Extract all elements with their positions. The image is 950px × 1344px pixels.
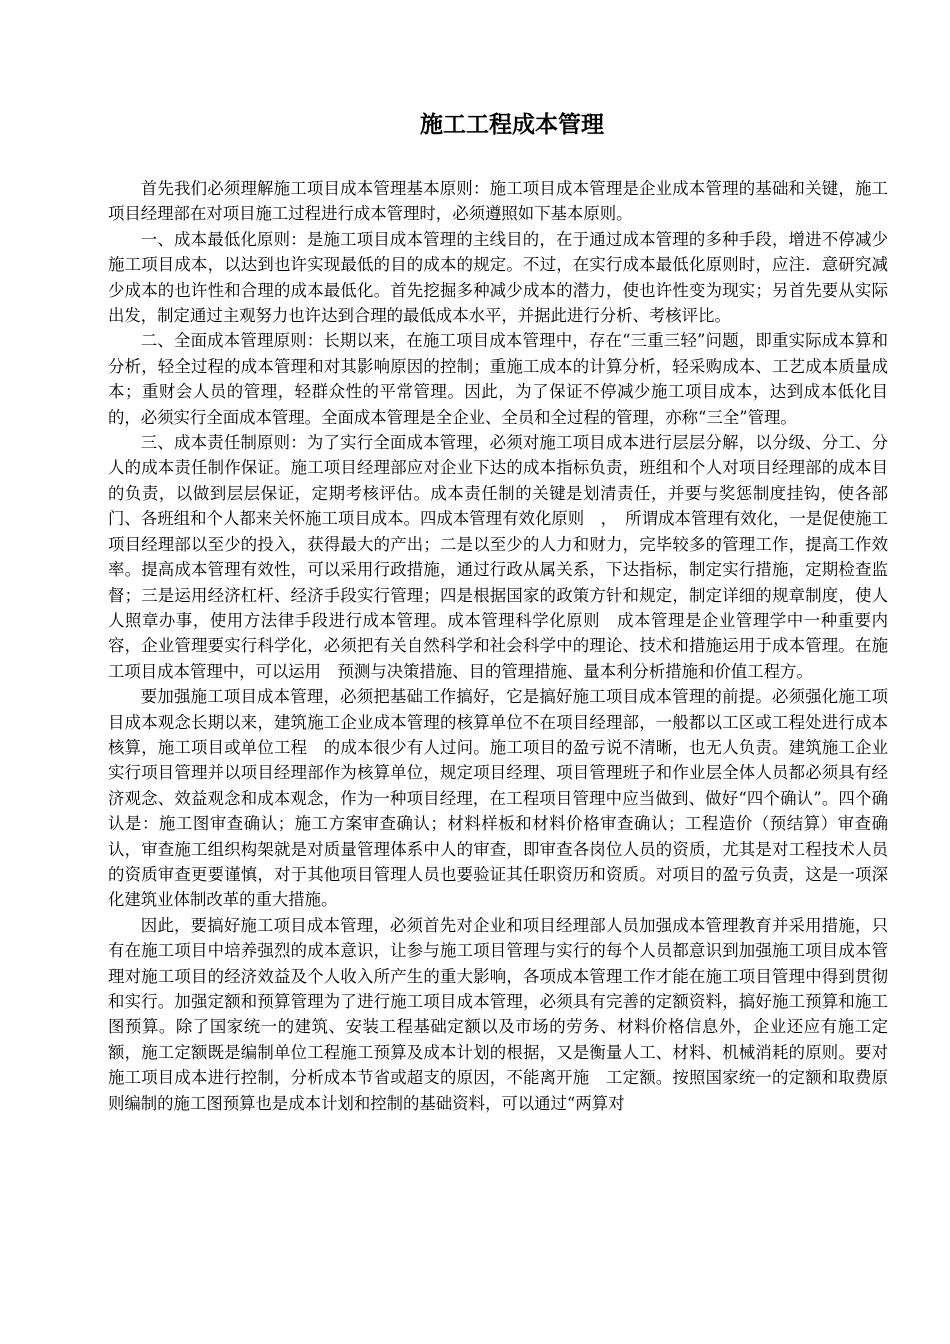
paragraph-principle-comprehensive: 二、全面成本管理原则：长期以来，在施工项目成本管理中，存在“三重三轻”问题，即重实际成本算和分析，轻全过程的成本管理和对其影响原因的控制；重施工成本的计算分析，轻采购成本、工艺成本质量成本；重财会人员的管理，轻群众性的平常管理。因此，为了保证不停减少施工项目成本，达到成本低化目的，必须实行全面成本管理。全面成本管理是全企业、全员和全过程的管理，亦称“三全”管理。 [108,331,888,427]
paragraph-basic-work: 要加强施工项目成本管理，必须把基础工作搞好，它是搞好施工项目成本管理的前提。必须强化施工项目成本观念长期以来，建筑施工企业成本管理的核算单位不在项目经理部，一般都以工区或工程处进行成本核算，施工项目或单位工程 的成本很少有人过问。施工项目的盈亏说不清晰，也无人负责。建筑施工企业实行项目管理并以项目经理部作为核算单位，规定项目经理、项目管理班子和作业层全体人员都必须具有经济观念、效益观念和成本观念，作为一种项目经理，在工程项目管理中应当做到、做好“四个确认”。四个确认是：施工图审查确认；施工方案审查确认；材料样板和材料价格审查确认；工程造价（预结算）审查确认，审查施工组织构架就是对质量管理体系中人的审查，即审查各岗位人员的资质，尤其是对工程技术人员的资质审查更要谨慎，对于其他项目管理人员也要验证其任职资历和资质。对项目的盈亏负责，这是一项深化建筑业体制改革的重大措施。 [108,687,888,910]
document-title: 施工工程成本管理 [420,111,604,138]
paragraph-principle-responsibility: 三、成本责任制原则：为了实行全面成本管理，必须对施工项目成本进行层层分解，以分级、分工、分人的成本责任制作保证。施工项目经理部应对企业下达的成本指标负责，班组和个人对项目经理部的成本目的负责，以做到层层保证，定期考核评估。成本责任制的关键是划清责任，并要与奖惩制度挂钩，使各部门、各班组和个人都来关怀施工项目成本。四成本管理有效化原则 ， 所谓成本管理有效化，一是促使施工项目经理部以至少的投入，获得最大的产出；二是以至少的人力和财力，完毕较多的管理工作，提高工作效率。提高成本管理有效性，可以采用行政措施，通过行政从属关系，下达指标，制定实行措施，定期检查监督；三是运用经济杠杆、经济手段实行管理；四是根据国家的政策方针和规定，制定详细的规章制度，使人人照章办事，使用方法律手段进行成本管理。成本管理科学化原则 成本管理是企业管理学中一种重要内容，企业管理要实行科学化，必须把有关自然科学和社会科学中的理论、技术和措施运用于成本管理。在施工项目成本管理中，可以运用 预测与决策措施、目的管理措施、量本利分析措施和价值工程方。 [108,433,888,681]
paragraph-intro: 首先我们必须理解施工项目成本管理基本原则：施工项目成本管理是企业成本管理的基础和关键，施工项目经理部在对项目施工过程进行成本管理时，必须遵照如下基本原则。 [108,179,888,224]
paragraph-education-quota: 因此，要搞好施工项目成本管理，必须首先对企业和项目经理部人员加强成本管理教育并采用措施，只有在施工项目中培养强烈的成本意识，让参与施工项目管理与实行的每个人员都意识到加强施工项目成本管理对施工项目的经济效益及个人收入所产生的重大影响，各项成本管理工作才能在施工项目管理中得到贯彻和实行。加强定额和预算管理为了进行施工项目成本管理，必须具有完善的定额资料，搞好施工预算和施工图预算。除了国家统一的建筑、安装工程基础定额以及市场的劳务、材料价格信息外，企业还应有施工定额，施工定额既是编制单位工程施工预算及成本计划的根据，又是衡量人工、材料、机械消耗的原则。要对施工项目成本进行控制，分析成本节省或超支的原因，不能离开施 工定额。按照国家统一的定额和取费原则编制的施工图预算也是成本计划和控制的基础资料，可以通过“两算对 [108,915,888,1113]
document-body [108,176,888,1116]
paragraph-principle-lowest-cost: 一、成本最低化原则：是施工项目成本管理的主线目的，在于通过成本管理的多种手段，增进不停减少施工项目成本，以达到也许实现最低的目的成本的规定。不过，在实行成本最低化原则时，应注．意研究减少成本的也许性和合理的成本最低化。首先挖掘多种减少成本的潜力，使也许性变为现实；另首先要从实际出发，制定通过主观努力也许达到合理的最低成本水平，并据此进行分析、考核评比。 [108,229,888,326]
